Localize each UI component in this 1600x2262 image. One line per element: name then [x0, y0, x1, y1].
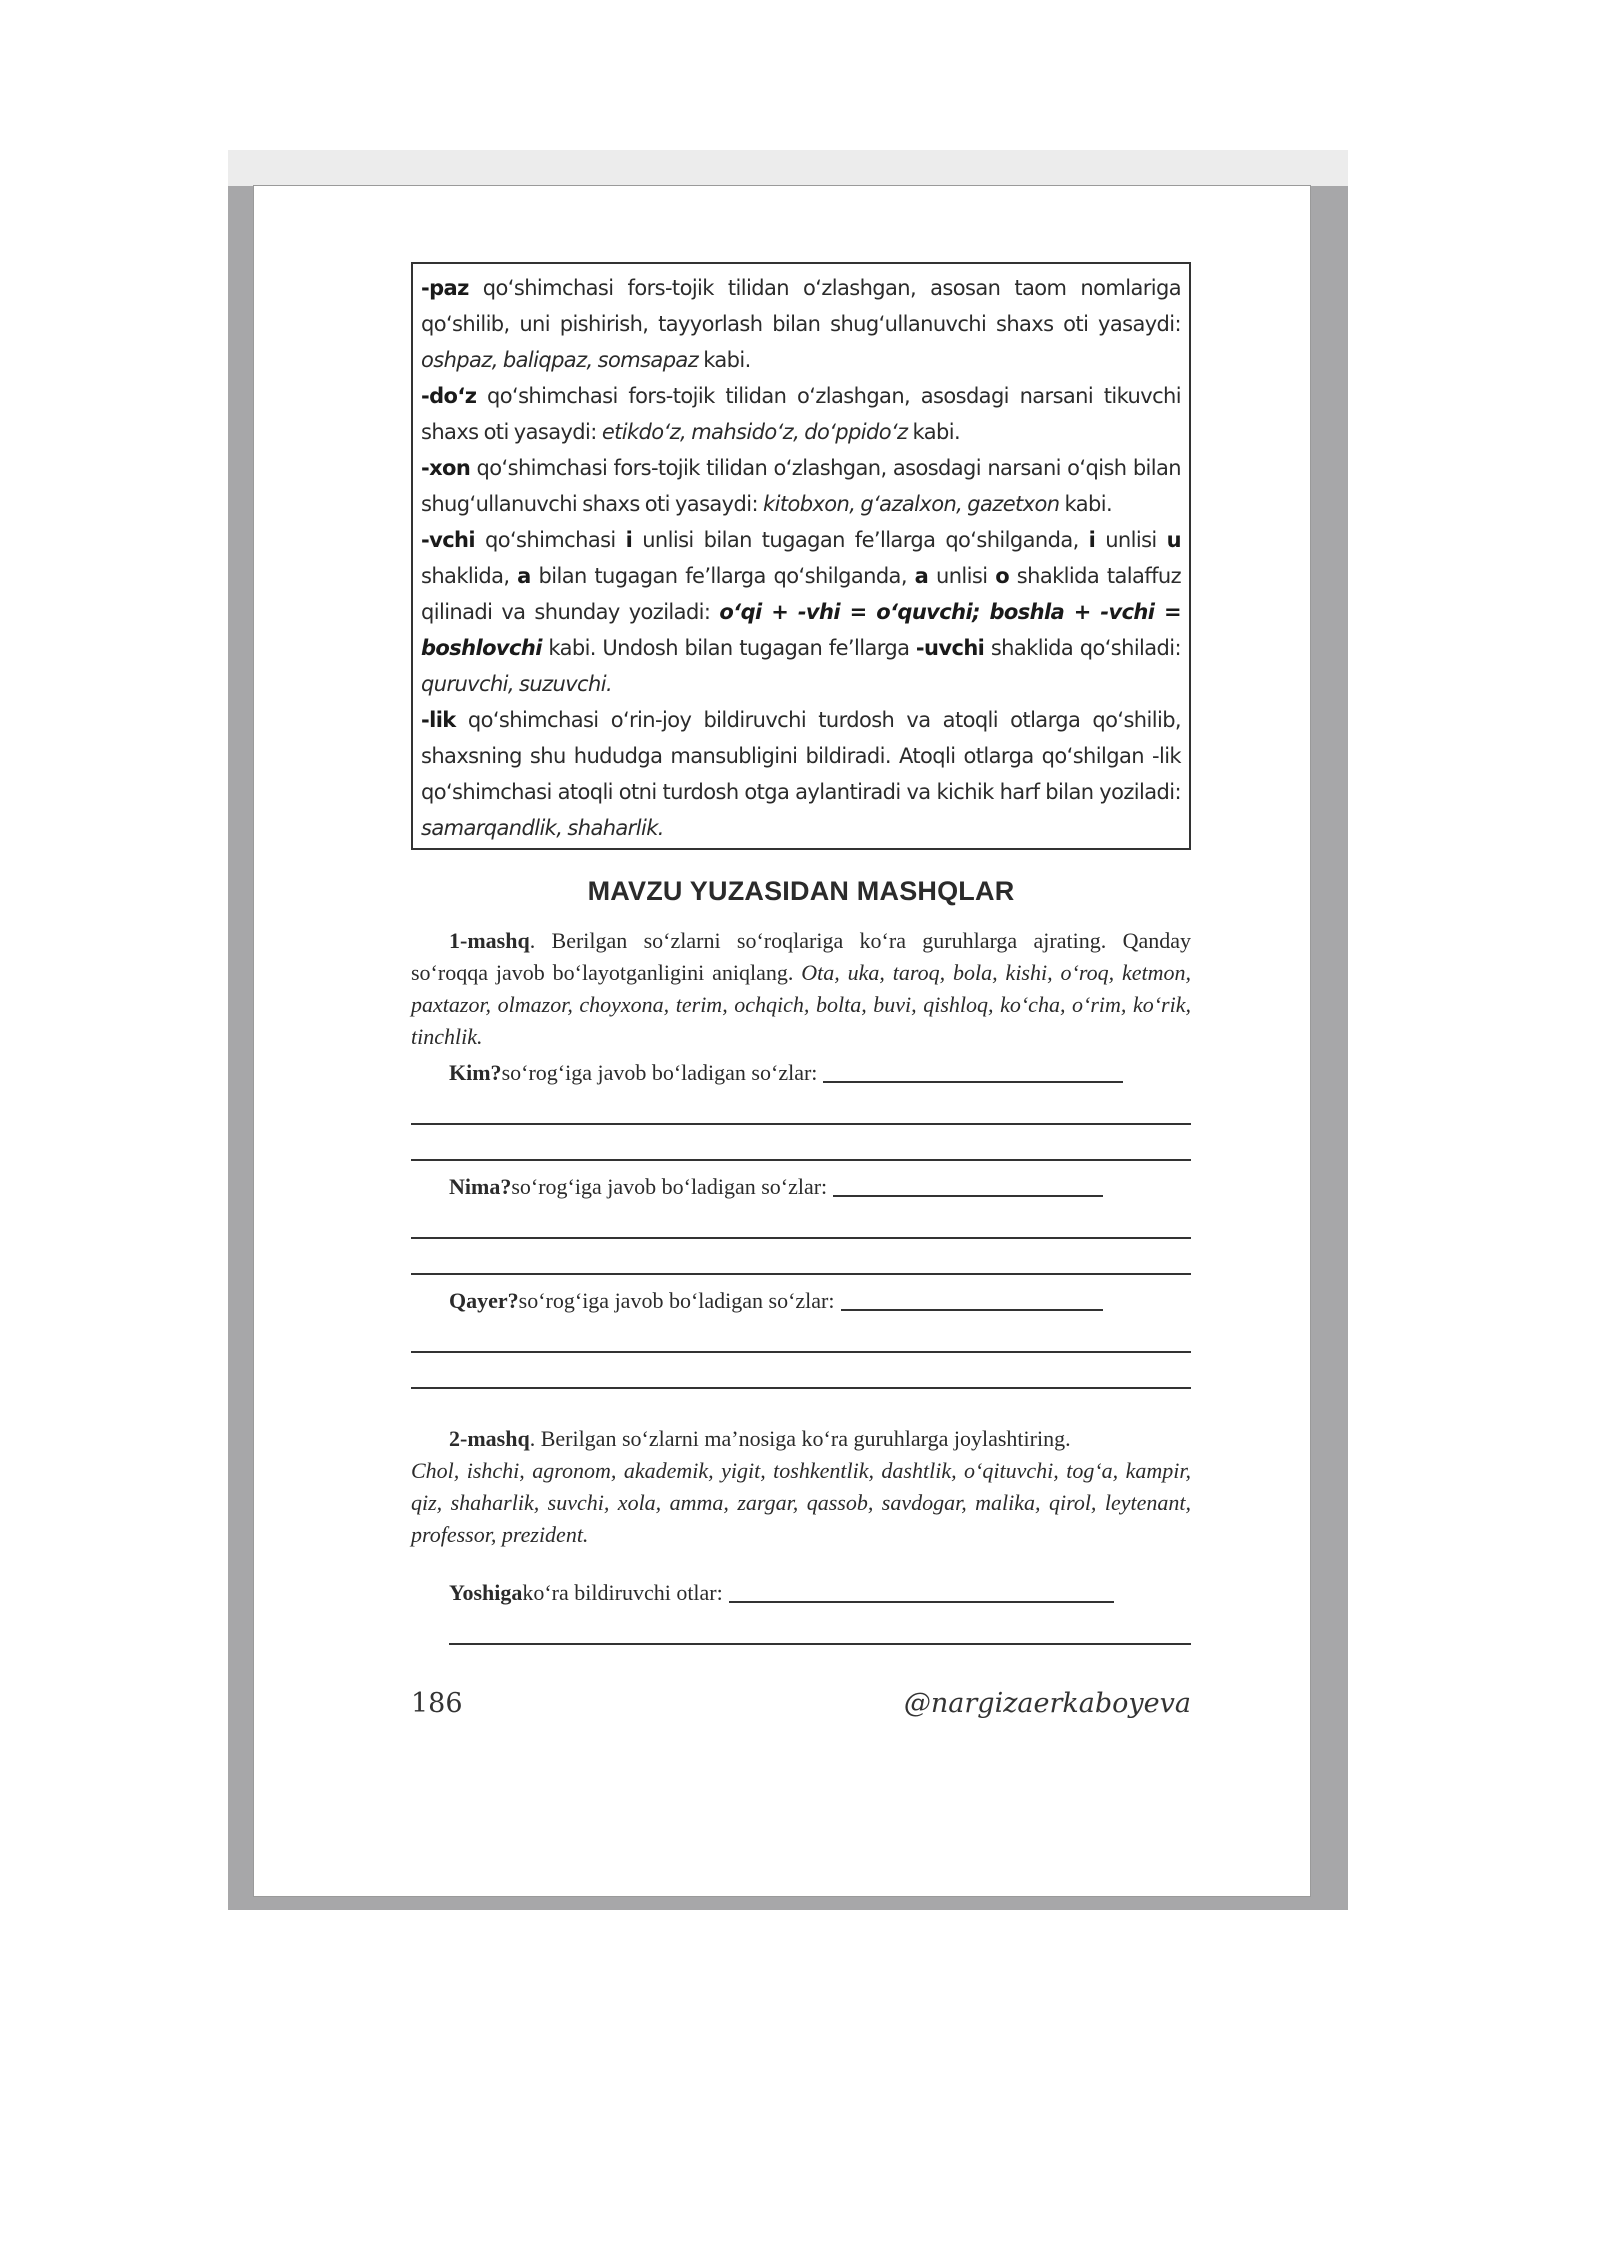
- question-text: so‘rog‘iga javob bo‘ladigan so‘zlar:: [501, 1060, 818, 1085]
- rule-examples: oshpaz, baliqpaz, somsapaz: [421, 348, 699, 372]
- rule-tail: kabi.: [698, 348, 751, 372]
- answer-blank[interactable]: [841, 1309, 1103, 1311]
- rule-text: qo‘shimchasi fors-tojik tilidan o‘zlashgan, asosdagi narsani tikuvchi shaxs oti yasaydi:: [421, 384, 1181, 444]
- answer-line[interactable]: [411, 1123, 1191, 1125]
- rule-text: shaklida,: [421, 564, 518, 588]
- rule-examples: kitobxon, g‘azalxon, gazetxon: [763, 492, 1060, 516]
- exercise-instruction: . Berilgan so‘zlarni so‘roqlariga ko‘ra guruhlarga ajrating. Qanday so‘roqqa javob bo‘layotganligini aniqlang.: [411, 928, 1191, 985]
- suffix-paz: -paz: [421, 276, 469, 300]
- suffix-xon: -xon: [421, 456, 471, 480]
- exercise-label: 2-mashq: [449, 1426, 530, 1451]
- exercise-2-instruction: [411, 1423, 1191, 1455]
- rule-examples: samarqandlik, shaharlik.: [421, 816, 664, 840]
- answer-line[interactable]: [411, 1237, 1191, 1239]
- rule-tail: kabi.: [1059, 492, 1113, 516]
- rule-text: qo‘shimchasi fors-tojik tilidan o‘zlashgan, asosdagi narsani o‘qish bilan shug‘ullanuvchi shaxs oti yasaydi:: [421, 456, 1181, 516]
- rule-text: qo‘shimchasi fors-tojik tilidan o‘zlashgan, asosan taom nomlariga qo‘shilib, uni pishirish, tayyorlash bilan shug‘ullanuvchi shaxs oti yasaydi:: [421, 276, 1181, 336]
- rule-text: shaklida talaffuz qilinadi va shunday yoziladi:: [421, 564, 1181, 624]
- rule-paz: [421, 270, 1181, 378]
- answer-line[interactable]: [411, 1159, 1191, 1161]
- question-text: so‘rog‘iga javob bo‘ladigan so‘zlar:: [511, 1174, 828, 1199]
- answer-row-nima: [411, 1167, 1191, 1203]
- exercise-1: [411, 925, 1191, 1389]
- rule-doz: [421, 378, 1181, 450]
- vowel-u: u: [1166, 528, 1181, 552]
- exercise-label: 1-mashq: [449, 928, 530, 953]
- rule-text: qo‘shimchasi: [475, 528, 626, 552]
- vowel-i: i: [1088, 528, 1096, 552]
- vowel-a: a: [914, 564, 929, 588]
- rule-text: shaklida qo‘shiladi:: [984, 636, 1181, 660]
- answer-blank[interactable]: [833, 1195, 1103, 1197]
- page-content: [411, 262, 1191, 1645]
- rule-vchi: [421, 522, 1181, 702]
- rule-formula: o‘qi + -vhi = o‘quvchi; boshla + -vchi = boshlovchi: [421, 600, 1181, 660]
- section-title: MAVZU YUZASIDAN MASHQLAR: [587, 876, 1015, 906]
- question-label: Nima?: [449, 1174, 512, 1199]
- question-text: so‘rog‘iga javob bo‘ladigan so‘zlar:: [518, 1288, 835, 1313]
- rule-xon: [421, 450, 1181, 522]
- rule-text: qo‘shimchasi o‘rin-joy bildiruvchi turdosh va atoqli otlarga qo‘shilib, shaxsning shu hududga mansubligini bildiradi. Atoqli otlarga qo‘shilgan -lik qo‘shimchasi atoqli otni turdosh otga aylantiradi va kichik harf bilan yoziladi:: [421, 708, 1181, 804]
- answer-row-kim: [411, 1053, 1191, 1089]
- author-handle: @nargizaerkaboyeva: [903, 1688, 1191, 1719]
- page-number: 186: [411, 1688, 463, 1719]
- exercise-2-words: [411, 1455, 1191, 1551]
- exercise-instruction: . Berilgan so‘zlarni ma’nosiga ko‘ra guruhlarga joylashtiring.: [529, 1426, 1071, 1451]
- rule-lik: [421, 702, 1181, 846]
- suffix-uvchi: -uvchi: [915, 636, 985, 660]
- grammar-rule-box: [411, 262, 1191, 850]
- rule-text: unlisi: [928, 564, 996, 588]
- rule-examples: quruvchi, suzuvchi.: [421, 672, 613, 696]
- document-page: [254, 186, 1310, 1896]
- rule-text: unlisi: [1095, 528, 1167, 552]
- rule-text: unlisi bilan tugagan fe’llarga qo‘shilganda,: [632, 528, 1089, 552]
- answer-line[interactable]: [411, 1351, 1191, 1353]
- vowel-i: i: [625, 528, 633, 552]
- answer-line[interactable]: [411, 1273, 1191, 1275]
- suffix-doz: -do‘z: [421, 384, 477, 408]
- exercise-words: Ota, uka, taroq, bola, kishi, o‘roq, ketmon, paxtazor, olmazor, choyxona, terim, ochqich, bolta, buvi, qishloq, ko‘cha, o‘rim, ko‘rik, tinchlik.: [411, 960, 1192, 1049]
- question-label: Kim?: [449, 1060, 502, 1085]
- answer-blank[interactable]: [729, 1601, 1114, 1603]
- exercise-1-text: [411, 925, 1191, 1053]
- answer-row-qayer: [411, 1281, 1191, 1317]
- exercise-words: Chol, ishchi, agronom, akademik, yigit, toshkentlik, dashtlik, o‘qituvchi, tog‘a, kampir, qiz, shaharlik, suvchi, xola, amma, zargar, qassob, savdogar, malika, qirol, leytenant, professor, prezident.: [411, 1458, 1191, 1547]
- rule-text: kabi. Undosh bilan tugagan fe’llarga: [541, 636, 916, 660]
- suffix-vchi: -vchi: [421, 528, 476, 552]
- rule-text: bilan tugagan fe’llarga qo‘shilganda,: [530, 564, 915, 588]
- question-label: Yoshiga: [449, 1580, 523, 1605]
- question-text: ko‘ra bildiruvchi otlar:: [522, 1580, 723, 1605]
- question-label: Qayer?: [449, 1288, 519, 1313]
- suffix-lik: -lik: [421, 708, 456, 732]
- page-footer: [411, 1688, 1191, 1719]
- rule-tail: kabi.: [907, 420, 961, 444]
- vowel-o: o: [995, 564, 1010, 588]
- answer-line[interactable]: [449, 1643, 1191, 1645]
- exercise-2: [411, 1423, 1191, 1645]
- answer-row-yoshiga: [411, 1573, 1191, 1609]
- vowel-a: a: [517, 564, 531, 588]
- rule-examples: etikdo‘z, mahsido‘z, do‘ppido‘z: [601, 420, 908, 444]
- answer-blank[interactable]: [823, 1081, 1123, 1083]
